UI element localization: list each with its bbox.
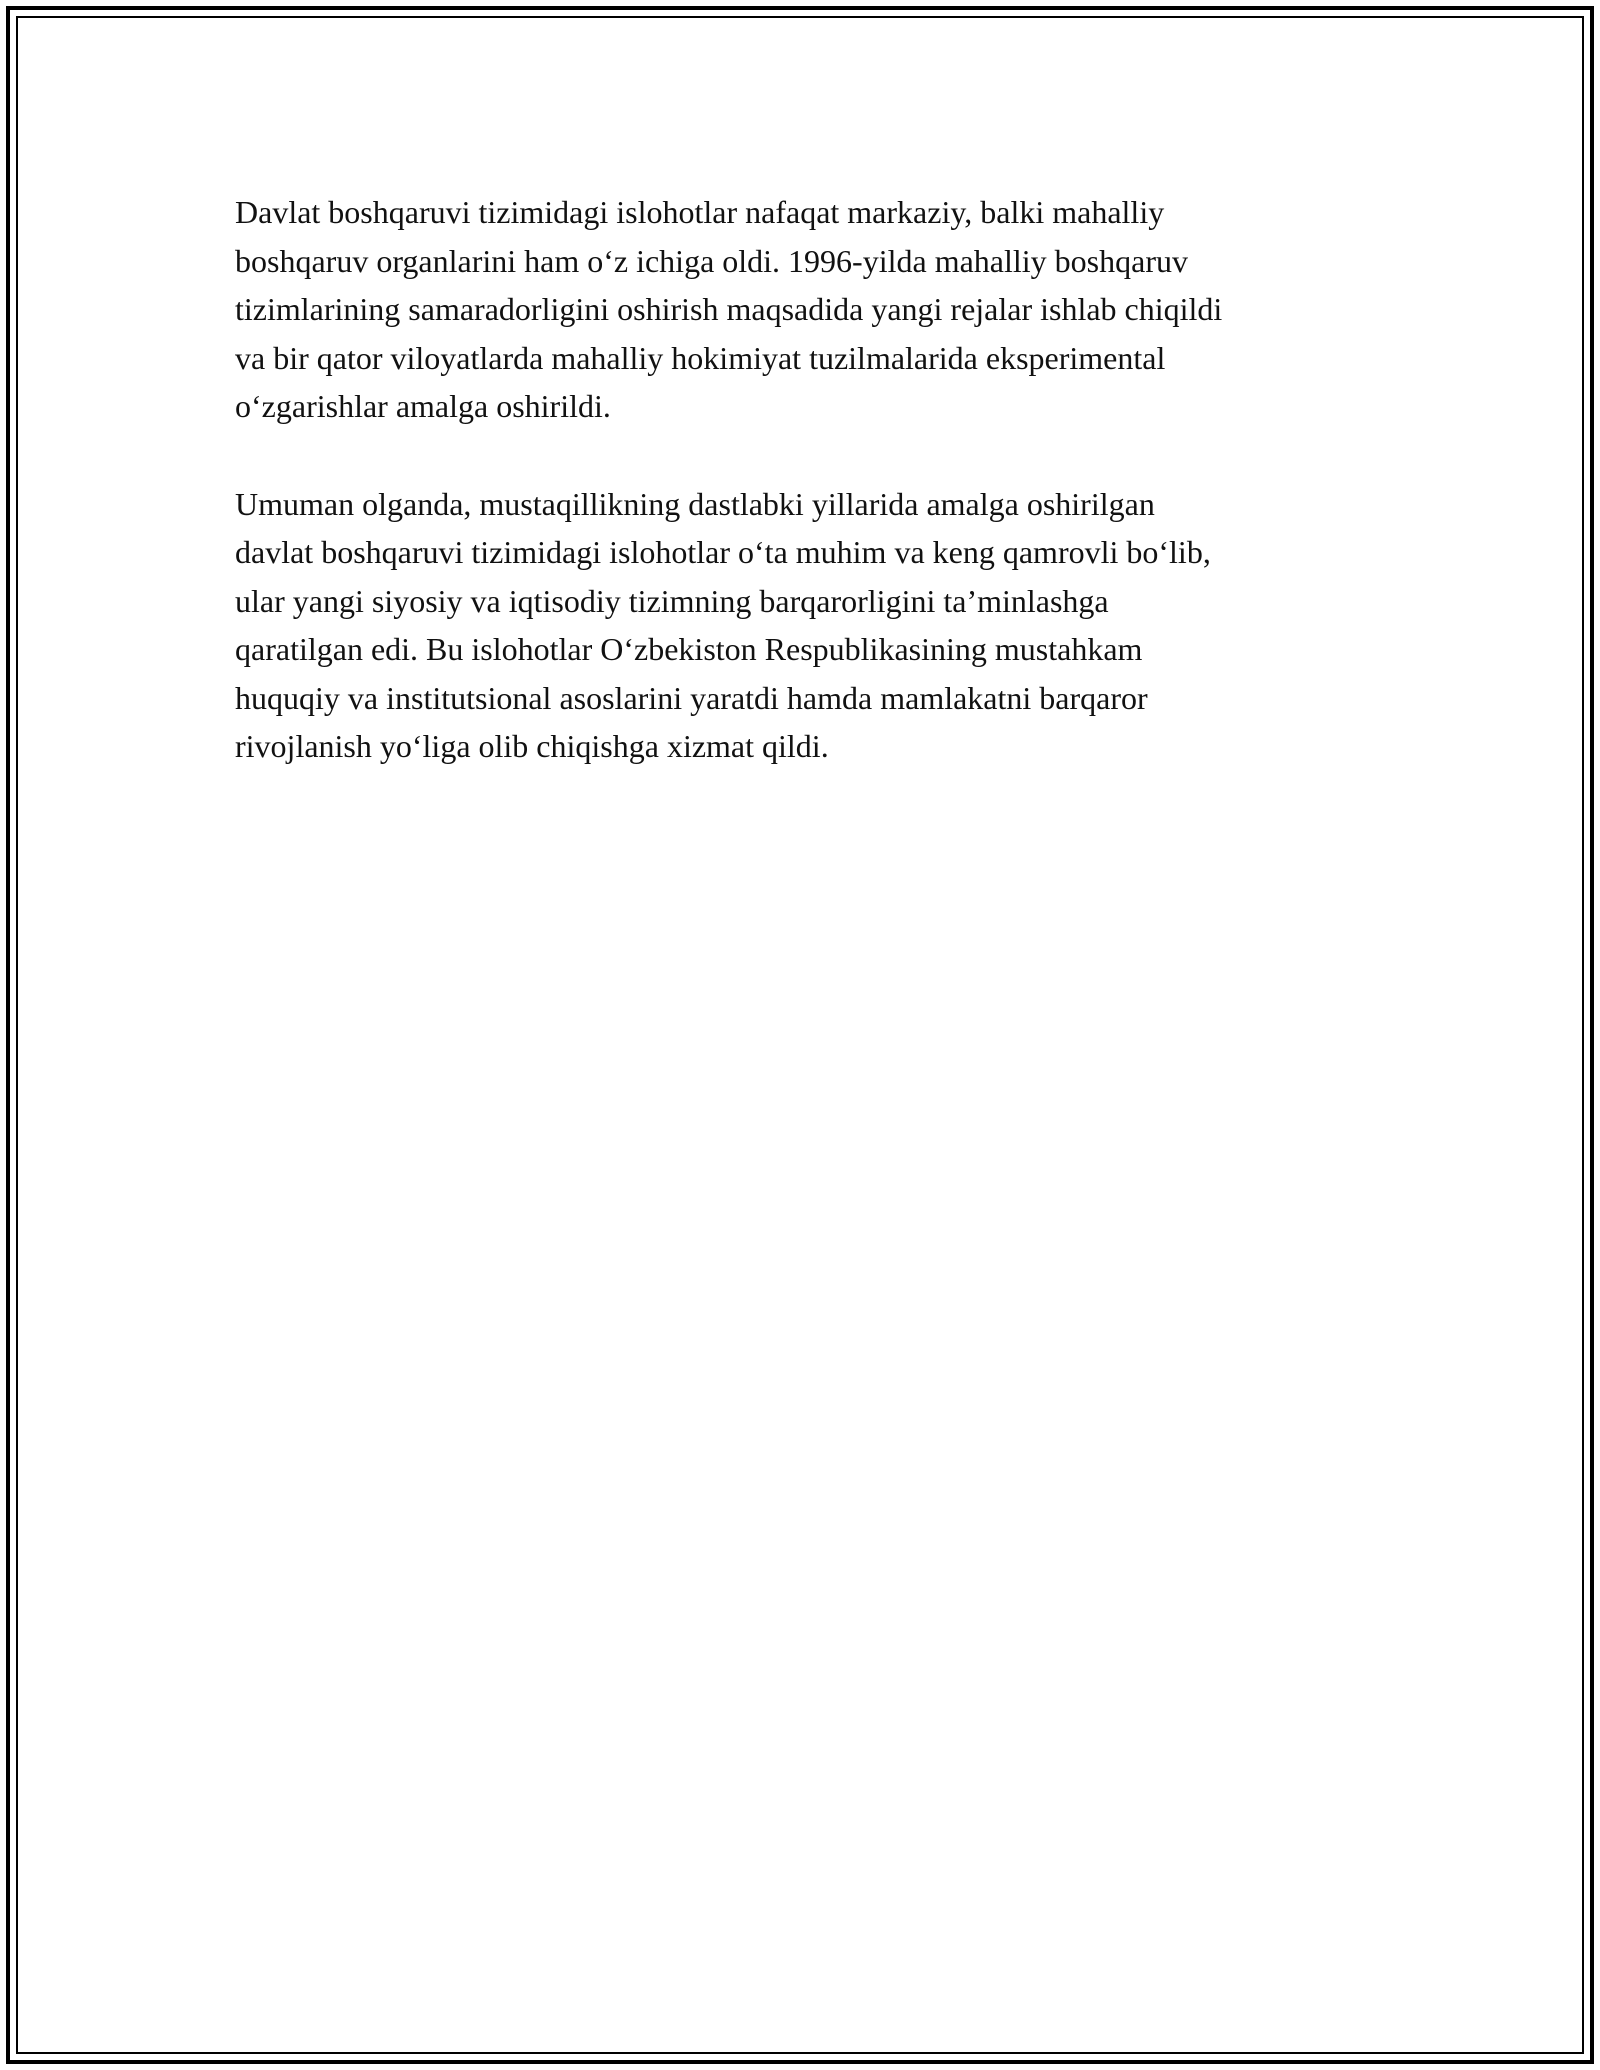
text-line: va bir qator viloyatlarda mahalliy hokimiyat tuzilmalarida eksperimental bbox=[235, 339, 1166, 376]
paragraph-2 bbox=[235, 480, 1395, 771]
text-line: tizimlarining samaradorligini oshirish maqsadida yangi rejalar ishlab chiqildi bbox=[235, 291, 1223, 327]
text-line: boshqaruv organlarini ham o‘z ichiga oldi. 1996-yilda mahalliy boshqaruv bbox=[235, 242, 1188, 279]
text-line: davlat boshqaruvi tizimidagi islohotlar o‘ta muhim va keng qamrovli bo‘lib, bbox=[235, 534, 1211, 570]
document-body bbox=[235, 188, 1395, 820]
text-line: Umuman olganda, mustaqillikning dastlabki yillarida amalga oshirilgan bbox=[235, 485, 1155, 522]
text-line: rivojlanish yo‘liga olib chiqishga xizmat qildi. bbox=[235, 728, 829, 764]
text-line: qaratilgan edi. Bu islohotlar O‘zbekiston Respublikasining mustahkam bbox=[235, 631, 1143, 667]
text-line: huquqiy va institutsional asoslarini yaratdi hamda mamlakatni barqaror bbox=[235, 679, 1148, 716]
text-line: Davlat boshqaruvi tizimidagi islohotlar nafaqat markaziy, balki mahalliy bbox=[235, 194, 1165, 230]
text-line: o‘zgarishlar amalga oshirildi. bbox=[235, 388, 611, 424]
text-line: ular yangi siyosiy va iqtisodiy tizimning barqarorligini ta’minlashga bbox=[235, 582, 1109, 619]
paragraph-1 bbox=[235, 188, 1395, 431]
